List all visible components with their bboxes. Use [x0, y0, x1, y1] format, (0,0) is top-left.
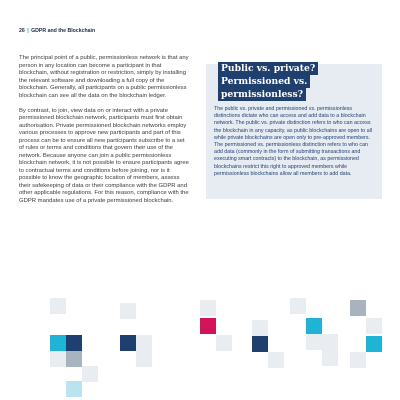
decor-square: [216, 335, 232, 351]
sidebar-title-line: permissionless?: [218, 88, 306, 101]
decor-square: [200, 318, 216, 334]
decor-square: [136, 335, 152, 351]
decor-square: [50, 351, 66, 367]
decor-square: [50, 335, 66, 351]
decor-square: [50, 298, 66, 314]
sidebar-title-line: Public vs. private?: [218, 62, 318, 75]
decor-square: [350, 300, 366, 316]
body-paragraph: By contrast, to join, view data on or interact with a private permissioned blockchain network, participants must first obtain authorisation. Private permissioned blockchain networks employ various processes to approve new participants and part of this process can be to ensure all new participants subscribe to a set of rules or terms and conditions that govern their use of the network. Because anyone can join a public permissionless blockchain network, it is not possible to ensure participants agree to contractual terms and conditions before joining, nor is it possible to know the geographic location of members, assess their safekeeping of data or their compliance with the GDPR and other applicable regulations. For this reason, compliance with the GDPR mandates use of a private permissioned blockchain.: [19, 107, 189, 204]
decor-square: [252, 320, 268, 336]
decor-square: [120, 303, 136, 319]
decor-square: [66, 381, 82, 397]
running-header: [19, 28, 95, 34]
body-text-column: [19, 55, 190, 213]
decor-square: [268, 352, 284, 368]
decor-square: [350, 352, 366, 368]
sidebar-title: [218, 62, 318, 101]
decor-square: [252, 336, 268, 352]
decor-square: [82, 366, 98, 382]
sidebar-title-line: Permissioned vs.: [218, 75, 310, 88]
decor-square: [120, 335, 136, 351]
decor-square: [136, 351, 152, 367]
header-title: GDPR and the Blockchain: [31, 28, 96, 34]
decor-square: [322, 350, 338, 366]
decor-square: [366, 318, 382, 334]
header-separator: |: [27, 28, 29, 34]
decor-square: [306, 318, 322, 334]
sidebar-body: The public vs. private and permissioned vs. permissionless distinctions dictate who can access and add data to a blockchain network. The public vs. private distinction refers to who can access the blockchain in any capacity, as public blockchains are open to all while private blockchains are open only to pre-approved members. The permissioned vs. permissionless distinction refers to who can add data (commonly in the form of submitting transactions and executing smart contracts) to the blockchain, as permissioned blockchains restrict this right to approved members while permissionless blockchains allow all members to add data.: [214, 106, 373, 177]
page-number: 26: [19, 28, 25, 34]
body-paragraph: The principal point of a public, permissionless network is that any person in any location can become a participant in that blockchain, without registration or restriction, simply by installing the relevant software and downloading a full copy of the blockchain. Generally, all participants on a public permissionless blockchain can see all the data on the blockchain ledger.: [19, 55, 189, 99]
decor-square: [290, 298, 306, 314]
decor-square: [366, 336, 382, 352]
decor-square: [306, 334, 322, 350]
decor-square: [66, 335, 82, 351]
decor-square: [66, 351, 82, 367]
decor-square: [200, 300, 216, 316]
decor-square: [322, 334, 338, 350]
